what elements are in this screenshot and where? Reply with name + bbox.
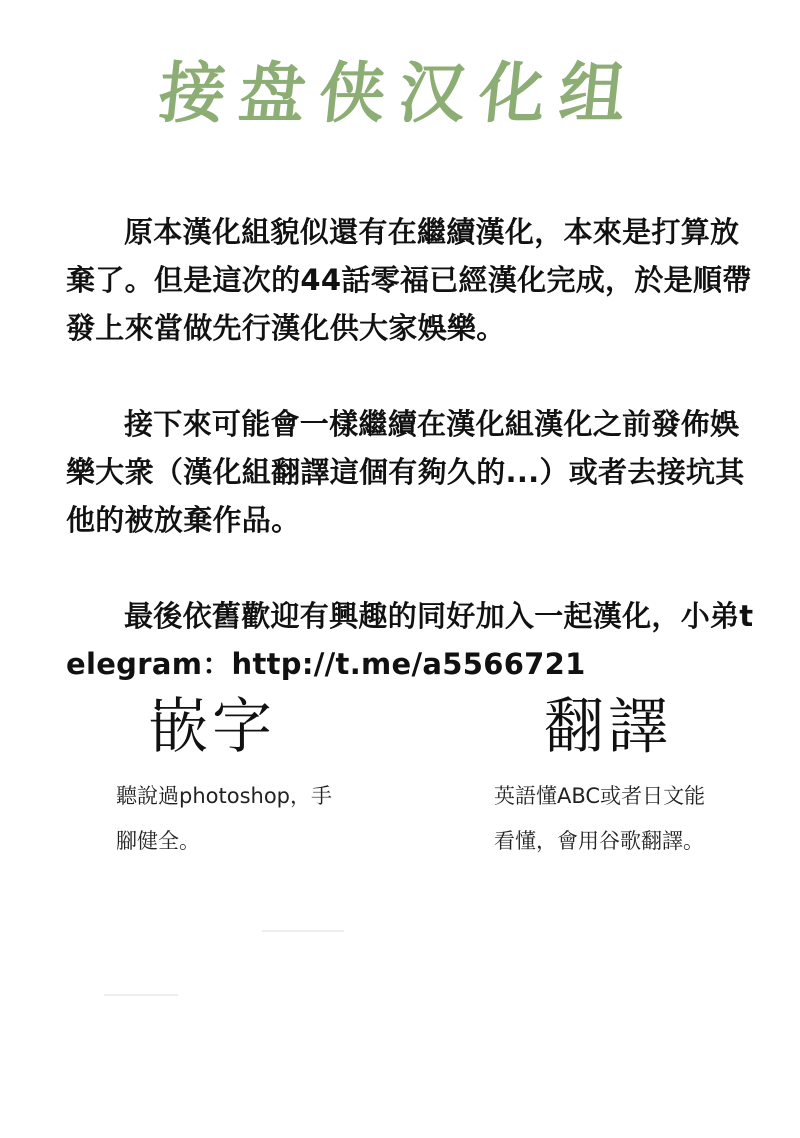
group-logo-title: 接盘侠汉化组	[155, 54, 644, 132]
role-translation	[494, 690, 794, 864]
faint-scan-mark	[262, 930, 344, 932]
paragraph-plans: 接下來可能會一樣繼續在漢化組漢化之前發佈娛樂大衆（漢化組翻譯這個有夠久的...）或者去接坑其他的被放棄作品。	[66, 407, 745, 537]
role-translation-description: 英語懂ABC或者日文能看懂，會用谷歌翻譯。	[494, 784, 706, 853]
role-typesetting	[116, 690, 416, 864]
role-typesetting-title: 嵌字	[148, 692, 276, 762]
paragraph-intro: 原本漢化組貌似還有在繼續漢化，本來是打算放棄了。但是這次的44話零福已經漢化完成，於是順帶發上來當做先行漢化供大家娛樂。	[66, 215, 752, 345]
role-typesetting-description: 聽說過photoshop，手腳健全。	[116, 784, 332, 853]
announcement-body	[66, 208, 756, 688]
paragraph-recruitment: 最後依舊歡迎有興趣的同好加入一起漢化，小弟telegram：http://t.me/a5566721	[66, 599, 754, 681]
role-translation-title: 翻譯	[544, 692, 672, 762]
faint-scan-mark	[104, 994, 178, 996]
